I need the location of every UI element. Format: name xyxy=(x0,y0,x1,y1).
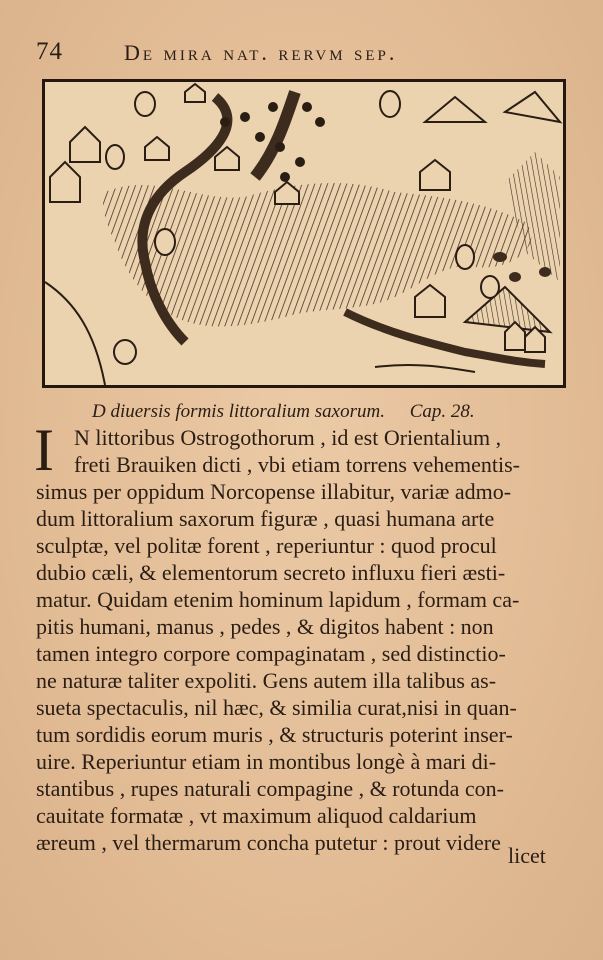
text-line: tamen integro corpore compaginatam , sed distinctio- xyxy=(36,641,506,666)
text-line: dum littoralium saxorum figuræ , quasi humana arte xyxy=(36,506,495,531)
page-header xyxy=(36,38,556,72)
woodcut-landscape-icon xyxy=(45,82,563,385)
body-text xyxy=(34,417,571,856)
catchword: licet xyxy=(508,843,546,868)
drop-capital: I xyxy=(34,417,54,483)
text-line: tum sordidis eorum muris , & structuris poterint inser- xyxy=(36,722,513,747)
text-line: N littoribus Ostrogothorum , id est Orientalium , xyxy=(74,425,502,450)
text-line: matur. Quidam etenim hominum lapidum , formam ca- xyxy=(36,587,520,612)
text-line: ne naturæ taliter expoliti. Gens autem illa talibus as- xyxy=(36,668,497,693)
text-line: dubio cæli, & elementorum secreto influxu fieri æsti- xyxy=(36,560,506,585)
caption-title: D diuersis formis littoralium saxorum. xyxy=(92,401,385,422)
chapter-caption xyxy=(92,401,475,423)
text-line: æreum , vel thermarum concha putetur : prout videre xyxy=(36,830,501,855)
text-line: simus per oppidum Norcopense illabitur, variæ admo- xyxy=(36,479,512,504)
text-line: freti Brauiken dicti , vbi etiam torrens vehementis- xyxy=(74,452,520,477)
page-number: 74 xyxy=(36,38,63,65)
running-head: De mira nat. rervm sep. xyxy=(124,40,398,65)
text-line: stantibus , rupes naturali compagine , & rotunda con- xyxy=(36,776,504,801)
text-line: cauitate formatæ , vt maximum aliquod caldarium xyxy=(36,803,477,828)
text-line: sueta spectaculis, nil hæc, & similia curat,nisi in quan- xyxy=(36,695,517,720)
woodcut-illustration xyxy=(42,79,566,388)
text-line: sculptæ, vel politæ forent , reperiuntur : quod procul xyxy=(36,533,497,558)
text-line: pitis humani, manus , pedes , & digitos habent : non xyxy=(36,614,494,639)
text-line: uire. Reperiuntur etiam in montibus longè à mari di- xyxy=(36,749,497,774)
chapter-number: Cap. 28. xyxy=(409,401,475,422)
